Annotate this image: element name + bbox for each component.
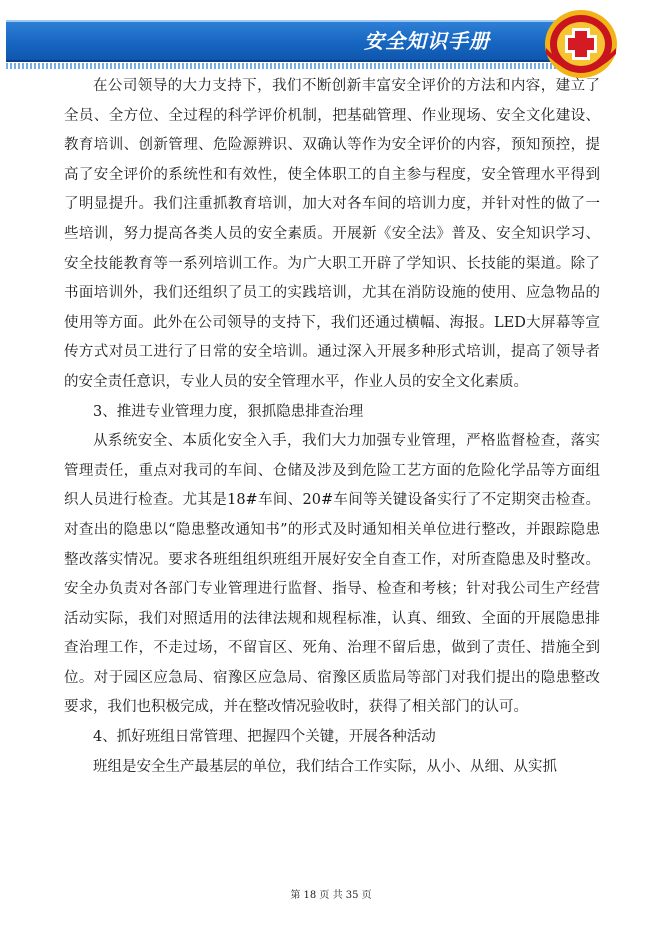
paragraph-training: 在公司领导的大力支持下，我们不断创新丰富安全评价的方法和内容，建立了全员、全方位、全过程的科学评价机制，把基础管理、作业现场、安全文化建设、教育培训、创新管理、危险源辨识、双确认等作为安全评价的内容，预知预控，提高了安全评价的系统性和有效性，使全体职工的自主参与程度，安全管理水平得到了明显提升。我们注重抓教育培训，加大对各车间的培训力度，并针对性的做了一些培训，努力提高各类人员的安全素质。开展新《安全法》普及、安全知识学习、安全技能教育等一系列培训工作。为广大职工开辟了学知识、长技能的渠道。除了书面培训外，我们还组织了员工的实践培训，尤其在消防设施的使用、应急物品的使用等方面。此外在公司领导的支持下，我们还通过横幅、海报。LED大屏幕等宣传方式对员工进行了日常的安全培训。通过深入开展多种形式培训，提高了领导者的安全责任意识，专业人员的安全管理水平，作业人员的安全文化素质。 bbox=[64, 78, 600, 390]
paragraph-team-management: 班组是安全生产最基层的单位，我们结合工作实际，从小、从细、从实抓 bbox=[93, 758, 557, 775]
header-title: 安全知识手册 bbox=[364, 29, 490, 53]
section-heading-3: 3、推进专业管理力度，狠抓隐患排查治理 bbox=[93, 403, 364, 420]
page-number: 第 18 页 共 35 页 bbox=[290, 890, 372, 901]
paragraph-hazard-inspection: 从系统安全、本质化安全入手，我们大力加强专业管理，严格监督检查，落实管理责任，重点对我司的车间、仓储及涉及到危险工艺方面的危险化学品等方面组织人员进行检查。尤其是18#车间、20#车间等关键设备实行了不定期突击检查。对查出的隐患以“隐患整改通知书”的形式及时通知相关单位进行整改，并跟踪隐患整改落实情况。要求各班组组织班组开展好安全自查工作，对所查隐患及时整改。安全办负责对各部门专业管理进行监督、指导、检查和考核；针对我公司生产经营活动实际，我们对照适用的法律法规和规程标准，认真、细致、全面的开展隐患排查治理工作，不走过场，不留盲区、死角、治理不留后患，做到了责任、措施全到位。对于园区应急局、宿豫区应急局、宿豫区质监局等部门对我们提出的隐患整改要求，我们也积极完成，并在整改情况验收时，获得了相关部门的认可。 bbox=[64, 433, 600, 716]
header-stripes bbox=[6, 63, 578, 69]
section-heading-4: 4、抓好班组日常管理、把握四个关键，开展各种活动 bbox=[93, 729, 436, 746]
header-band bbox=[6, 20, 578, 62]
safety-cross-emblem-icon bbox=[538, 4, 624, 82]
body-text bbox=[64, 72, 600, 782]
